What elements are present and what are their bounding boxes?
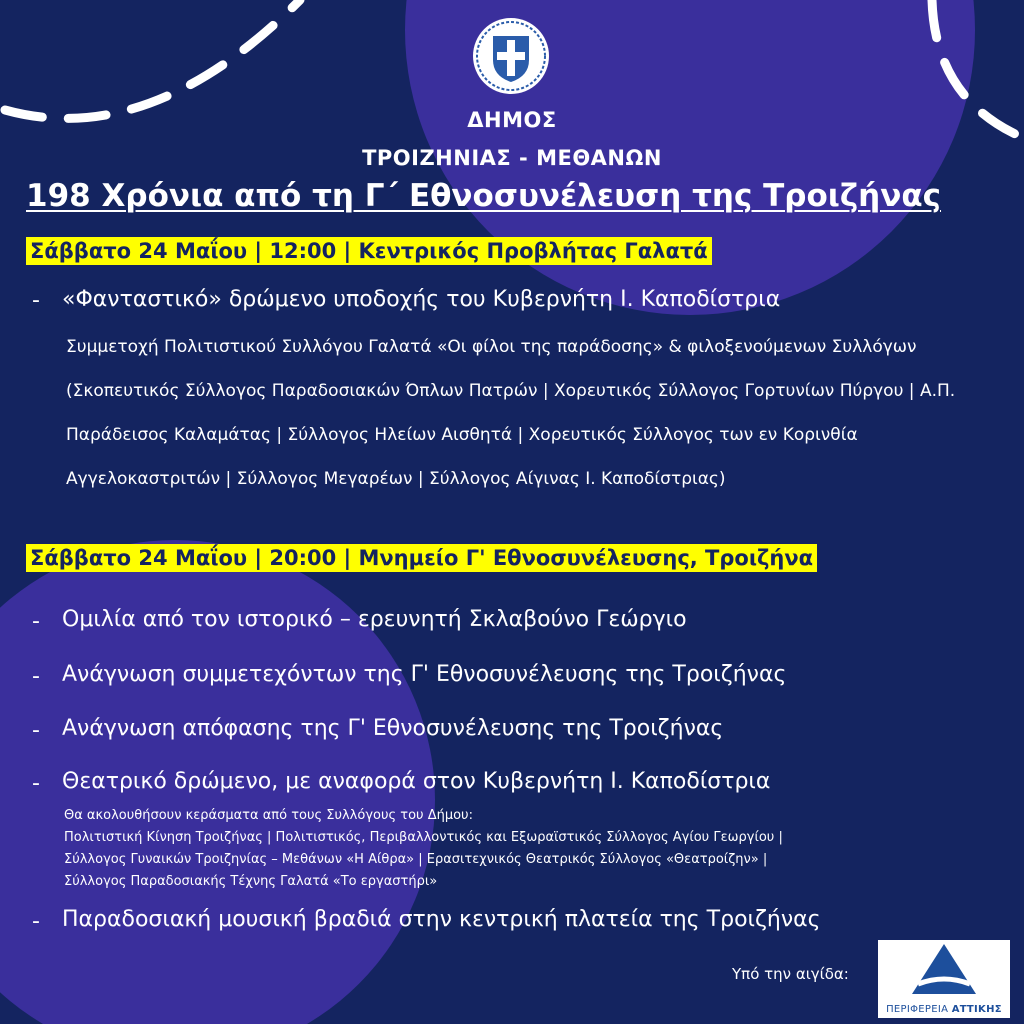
refreshments-line: Σύλλογος Γυναικών Τροιζηνίας – Μεθάνων «Η Αίθρα» | Ερασιτεχνικός Θεατρικός Σύλλογος «Θεατροίζην» | [64, 852, 768, 867]
logo-caption-light: ΠΕΡΙΦΕΡΕΙΑ [886, 1004, 949, 1015]
refreshments-line: Πολιτιστική Κίνηση Τροιζήνας | Πολιτιστικός, Περιβαλλοντικός και Εξωραϊστικός Σύλλογος Αγίου Γεωργίου | [64, 830, 783, 845]
refreshments-line: Σύλλογος Παραδοσιακής Τέχνης Γαλατά «Το εργαστήρι» [64, 874, 438, 889]
bullet-dash: - [32, 771, 40, 796]
bullet-dash: - [32, 664, 40, 689]
event1-heading-wrap [26, 239, 712, 263]
event2-item-decision: Ανάγνωση απόφασης της Γ' Εθνοσυνέλευσης της Τροιζήνας [62, 716, 724, 741]
event1-item: «Φανταστικό» δρώμενο υποδοχής του Κυβερνήτη Ι. Καποδίστρια [62, 287, 781, 312]
event2-item-theatre: Θεατρικό δρώμενο, με αναφορά στον Κυβερνήτη Ι. Καποδίστρια [62, 769, 771, 794]
logo-caption [878, 1004, 1010, 1015]
refreshments-line: Θα ακολουθήσουν κεράσματα από τους Συλλόγους του Δήμου: [64, 808, 473, 823]
event2-heading-wrap [26, 546, 817, 570]
bullet-dash: - [32, 718, 40, 743]
participation-text: Συμμετοχή Πολιτιστικού Συλλόγου Γαλατά «Οι φίλοι της παράδοσης» & φιλοξενούμενων Συλλόγων (Σκοπευτικός Σύλλογος Παραδοσιακών Όπλων Πατρών | Χορευτικός Σύλλογος Γορτυνίων Πύργου | Α.Π. Παράδεισος Καλαμάτας | Σύλλογος Ηλείων Αισθητά | Χορευτικός Σύλλογος των εν Κορινθία Αγγελοκαστριτών | Σύλλογος Μεγαρέων | Σύλλογος Αίγινας Ι. Καποδίστριας) [66, 337, 956, 489]
bullet-dash: - [32, 909, 40, 934]
sponsor-label: Υπό την αιγίδα: [732, 965, 849, 983]
event2-item-music: Παραδοσιακή μουσική βραδιά στην κεντρική πλατεία της Τροιζήνας [62, 907, 821, 932]
municipality-line-2: ΤΡΟΙΖΗΝΙΑΣ - ΜΕΘΑΝΩΝ [362, 146, 662, 170]
municipality-line-1: ΔΗΜΟΣ [467, 108, 557, 132]
event1-heading: Σάββατο 24 Μαΐου | 12:00 | Κεντρικός Προβλήτας Γαλατά [26, 237, 712, 265]
event2-item-speech: Ομιλία από τον ιστορικό – ερευνητή Σκλαβούνο Γεώργιο [62, 607, 687, 632]
greek-coat-of-arms-icon [471, 16, 551, 96]
event2-item-participants: Ανάγνωση συμμετεχόντων της Γ' Εθνοσυνέλευσης της Τροιζήνας [62, 662, 787, 687]
bullet-dash: - [32, 609, 40, 634]
event2-heading: Σάββατο 24 Μαΐου | 20:00 | Μνημείο Γ' Εθνοσυνέλευσης, Τροιζήνα [26, 544, 817, 572]
region-attica-logo [878, 940, 1010, 1018]
bullet-dash: - [32, 288, 40, 313]
page-title: 198 Χρόνια από τη Γ΄ Εθνοσυνέλευση της Τροιζήνας [26, 178, 942, 214]
triangle-logo-icon [878, 940, 1010, 1000]
logo-caption-bold: ΑΤΤΙΚΗΣ [951, 1004, 1002, 1015]
decor-dashed-arc-left [5, 0, 300, 118]
